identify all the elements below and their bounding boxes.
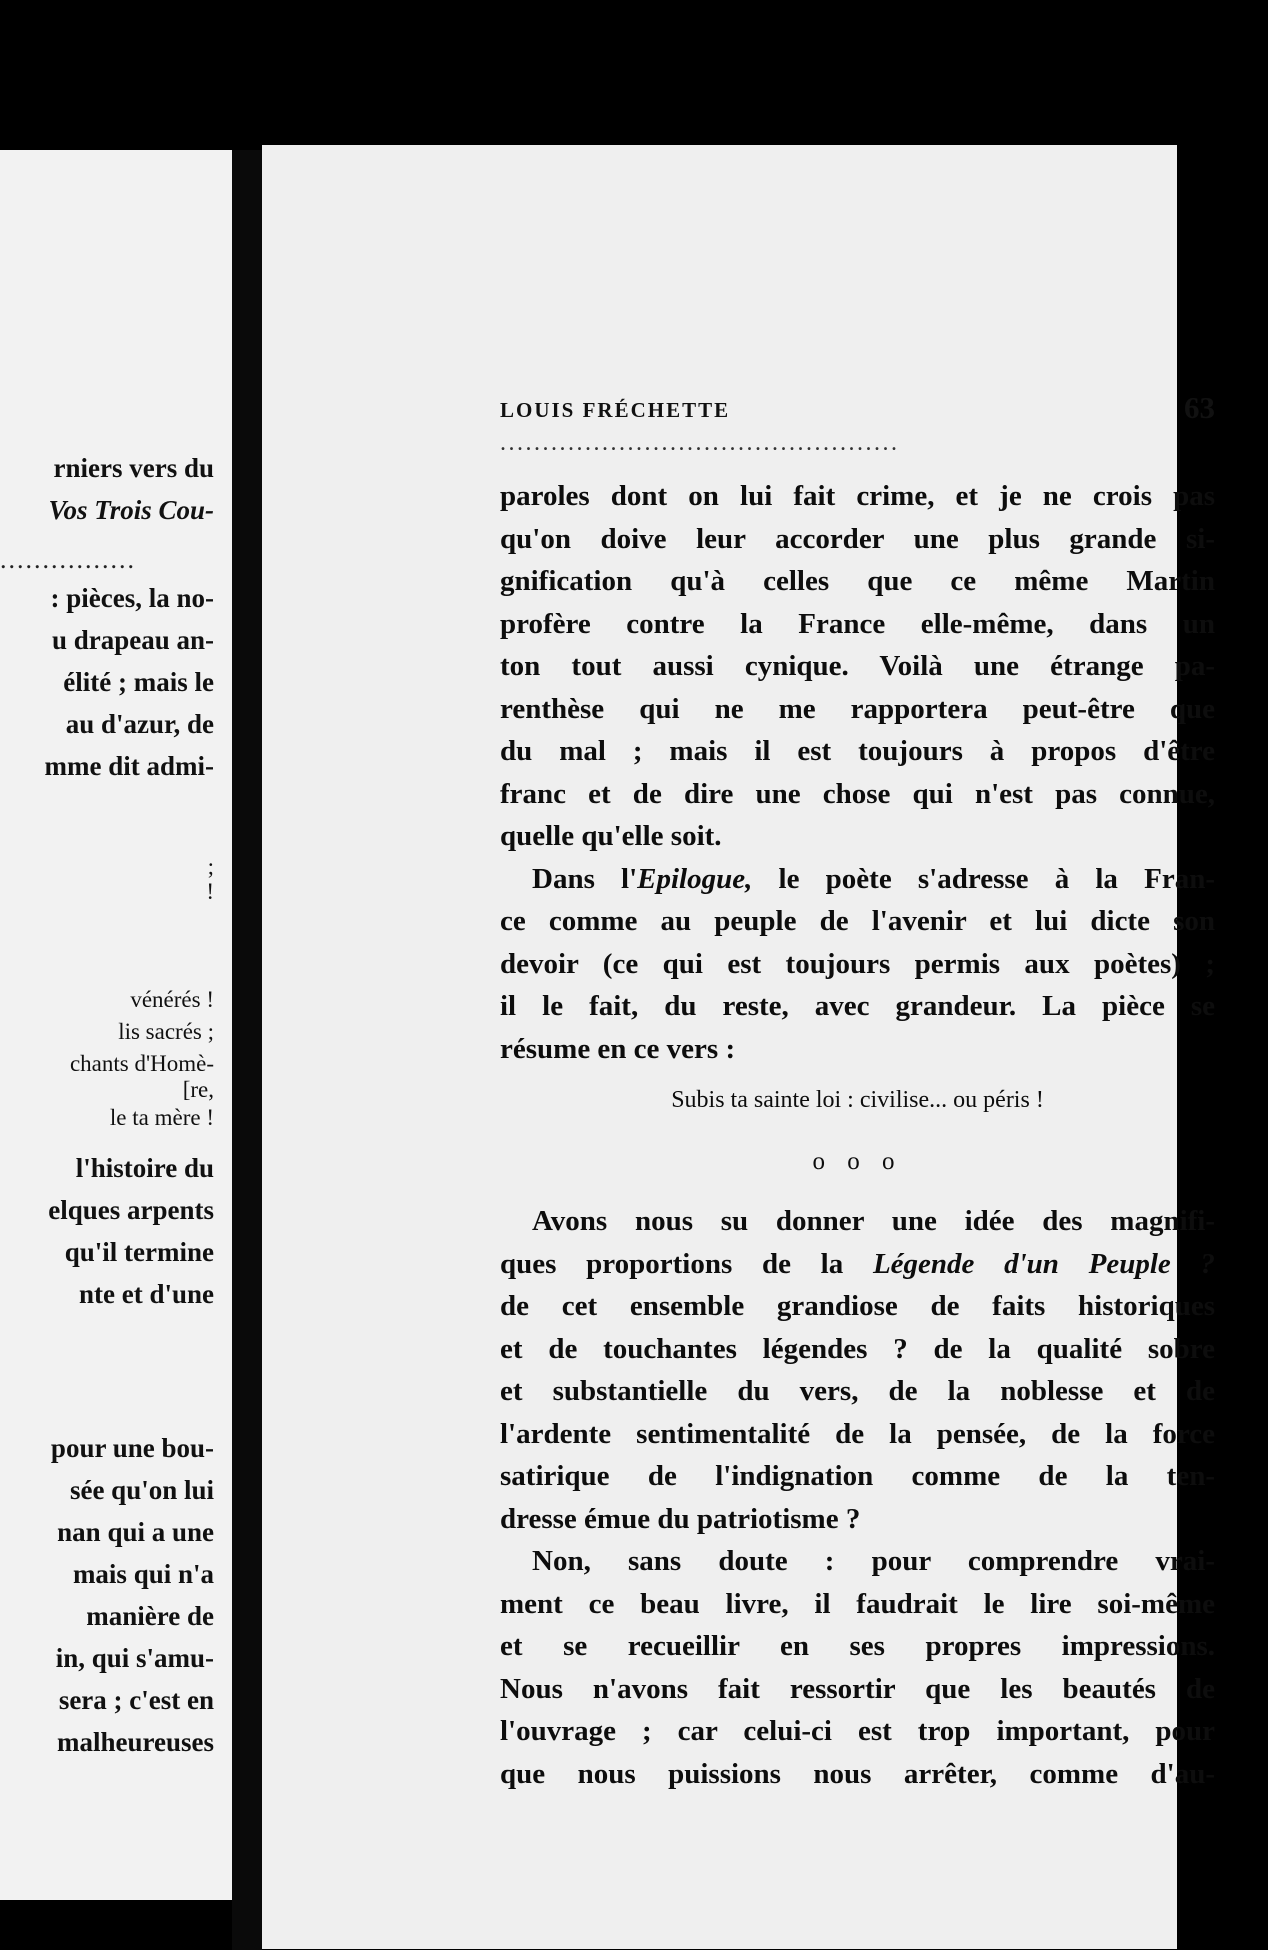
paragraph-4 bbox=[500, 1540, 1215, 1795]
left-page-line: ! bbox=[206, 879, 214, 904]
left-page-line: pour une bou- bbox=[50, 1433, 214, 1463]
text-line: devoir (ce qui est toujours permis aux poètes) ; bbox=[500, 947, 1215, 980]
text-line: et de touchantes légendes ? de la qualité sobre bbox=[500, 1332, 1215, 1365]
text-line: dresse émue du patriotisme ? bbox=[500, 1502, 861, 1535]
left-page-line: qu'il termine bbox=[64, 1237, 214, 1267]
text-line: Nous n'avons fait ressortir que les beautés de bbox=[500, 1672, 1215, 1705]
text-line: profère contre la France elle-même, dans un bbox=[500, 607, 1215, 640]
text-line: ques proportions de la Légende d'un Peuple ? bbox=[500, 1247, 1215, 1280]
header-dotted-rule: ............................................... bbox=[500, 430, 900, 456]
left-page-line: rniers vers du bbox=[53, 453, 214, 483]
left-page-line: manière de bbox=[86, 1601, 214, 1631]
text-line: gnification qu'à celles que ce même Martin bbox=[500, 565, 1215, 597]
text-line: il le fait, du reste, avec grandeur. La pièce se bbox=[500, 990, 1215, 1022]
text-line: de cet ensemble grandiose de faits historiques bbox=[500, 1290, 1215, 1322]
text-line: que nous puissions nous arrêter, comme d'au- bbox=[500, 1757, 1215, 1790]
left-page-line: Vos Trois Cou- bbox=[48, 495, 214, 525]
left-page-line: ; bbox=[207, 854, 214, 879]
left-page-line: l'histoire du bbox=[75, 1153, 214, 1183]
text-line: Avons nous su donner une idée des magnifi- bbox=[532, 1205, 1215, 1237]
left-page-line: au d'azur, de bbox=[65, 709, 214, 739]
left-page-line: chants d'Homè- bbox=[69, 1051, 214, 1076]
left-page-line: mme dit admi- bbox=[44, 751, 214, 781]
text-line: paroles dont on lui fait crime, et je ne crois pas bbox=[500, 480, 1215, 512]
left-page-line: in, qui s'amu- bbox=[55, 1643, 214, 1673]
text-line: qu'on doive leur accorder une plus grande si- bbox=[500, 522, 1215, 555]
text-line: l'ouvrage ; car celui-ci est trop important, pour bbox=[500, 1715, 1215, 1747]
page-header bbox=[500, 390, 1215, 430]
text-line: franc et de dire une chose qui n'est pas connue, bbox=[500, 777, 1215, 810]
text-line: l'ardente sentimentalité de la pensée, de la force bbox=[500, 1417, 1215, 1450]
left-header-rule: ................ bbox=[0, 545, 136, 574]
left-page-line: sée qu'on lui bbox=[69, 1475, 214, 1505]
left-page-line: le ta mère ! bbox=[109, 1105, 214, 1130]
left-page-line: u drapeau an- bbox=[51, 625, 214, 655]
left-page-line: malheureuses bbox=[56, 1727, 214, 1757]
right-page bbox=[262, 145, 1215, 1949]
text-line: et substantielle du vers, de la noblesse et de bbox=[500, 1375, 1215, 1407]
text-line: ce comme au peuple de l'avenir et lui dicte son bbox=[500, 905, 1215, 937]
text-line: satirique de l'indignation comme de la ten- bbox=[500, 1460, 1215, 1492]
text-line: renthèse qui ne me rapportera peut-être que bbox=[500, 692, 1215, 725]
book-gutter bbox=[232, 150, 262, 1950]
left-page-line: mais qui n'a bbox=[72, 1559, 214, 1589]
text-line: et se recueillir en ses propres impressions. bbox=[500, 1630, 1215, 1662]
left-page-line: lis sacrés ; bbox=[118, 1019, 214, 1044]
body-text bbox=[500, 475, 1215, 1795]
text-line: du mal ; mais il est toujours à propos d'être bbox=[500, 735, 1215, 767]
left-page-line: nte et d'une bbox=[79, 1279, 214, 1309]
text-line: résume en ce vers : bbox=[500, 1032, 736, 1065]
paragraph-1 bbox=[500, 475, 1215, 858]
text-line: ton tout aussi cynique. Voilà une étrange pa- bbox=[500, 650, 1215, 682]
left-page-line: nan qui a une bbox=[57, 1517, 214, 1547]
page-number: 63 bbox=[1184, 390, 1215, 425]
left-page-line: vénérés ! bbox=[130, 987, 214, 1012]
paragraph-3 bbox=[500, 1200, 1215, 1540]
left-page-line: [re, bbox=[182, 1077, 214, 1102]
left-page-line: : pièces, la no- bbox=[50, 583, 214, 613]
left-page-line: élité ; mais le bbox=[63, 667, 214, 697]
left-page-fragment bbox=[0, 150, 232, 1900]
text-line: ment ce beau livre, il faudrait le lire soi-même bbox=[500, 1587, 1215, 1620]
text-line: Non, sans doute : pour comprendre vrai- bbox=[532, 1545, 1215, 1577]
verse-quote: Subis ta sainte loi : civilise... ou péris ! bbox=[671, 1087, 1044, 1113]
section-separator: o o o bbox=[812, 1148, 903, 1175]
paragraph-2 bbox=[500, 858, 1215, 1071]
running-head: LOUIS FRÉCHETTE bbox=[500, 398, 731, 422]
left-page-line: sera ; c'est en bbox=[58, 1685, 214, 1715]
text-line: Dans l'Epilogue, le poète s'adresse à la Fran- bbox=[532, 862, 1215, 895]
text-line: quelle qu'elle soit. bbox=[500, 820, 722, 852]
left-page-line: elques arpents bbox=[48, 1195, 214, 1225]
